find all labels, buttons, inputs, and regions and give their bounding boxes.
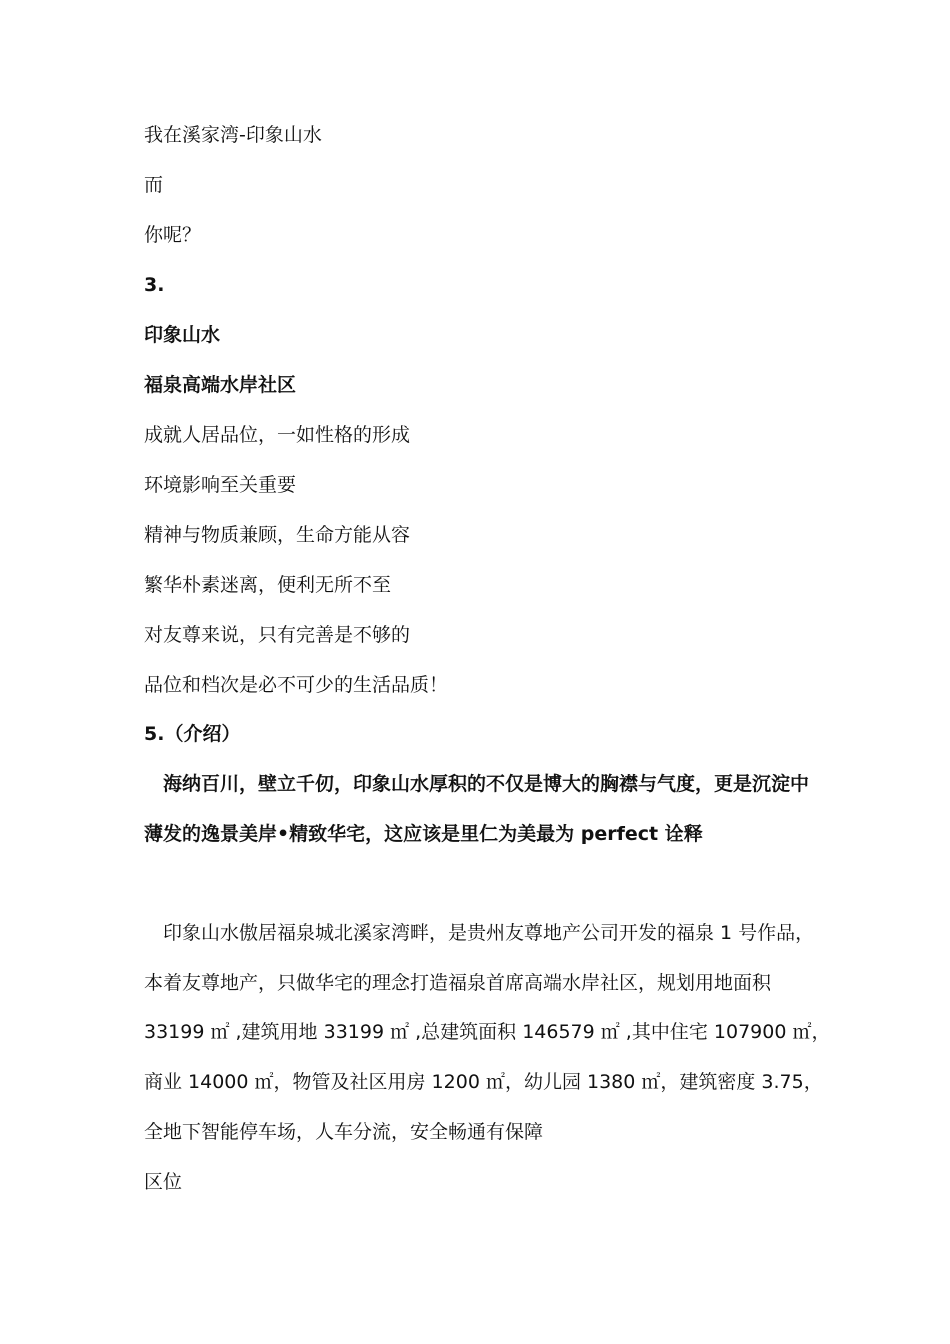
paragraph-line: 全地下智能停车场，人车分流，安全畅通有保障 <box>144 1121 544 1143</box>
text-line: 我在溪家湾-印象山水 <box>144 124 322 146</box>
text-line: 区位 <box>144 1171 183 1193</box>
section-heading: 5.（介绍） <box>144 723 241 745</box>
paragraph-line: 商业 14000 ㎡，物管及社区用房 1200 ㎡，幼儿园 1380 ㎡，建筑密度 3.75， <box>144 1071 823 1093</box>
text-line: 你呢？ <box>144 224 202 246</box>
paragraph-line: 33199 ㎡ ,建筑用地 33199 ㎡ ,总建筑面积 146579 ㎡ ,其中住宅 107900 ㎡， <box>144 1021 831 1043</box>
section-number: 3. <box>144 274 165 296</box>
paragraph-line: 印象山水傲居福泉城北溪家湾畔，是贵州友尊地产公司开发的福泉 1 号作品， <box>163 922 815 944</box>
section-heading: 印象山水 <box>144 324 221 346</box>
text-line: 繁华朴素迷离，便利无所不至 <box>144 574 392 596</box>
text-line: 成就人居品位，一如性格的形成 <box>144 424 411 446</box>
text-line: 而 <box>144 174 164 196</box>
text-line: 品位和档次是必不可少的生活品质！ <box>144 674 449 696</box>
section-subheading: 福泉高端水岸社区 <box>144 374 297 396</box>
text-line: 对友尊来说，只有完善是不够的 <box>144 624 411 646</box>
intro-line: 薄发的逸景美岸•精致华宅，这应该是里仁为美最为 perfect 诠释 <box>144 823 703 845</box>
intro-line: 海纳百川，壁立千仞，印象山水厚积的不仅是博大的胸襟与气度，更是沉淀中 <box>163 773 810 795</box>
text-line: 环境影响至关重要 <box>144 474 297 496</box>
paragraph-line: 本着友尊地产，只做华宅的理念打造福泉首席高端水岸社区，规划用地面积 <box>144 972 772 994</box>
text-line: 精神与物质兼顾，生命方能从容 <box>144 524 411 546</box>
